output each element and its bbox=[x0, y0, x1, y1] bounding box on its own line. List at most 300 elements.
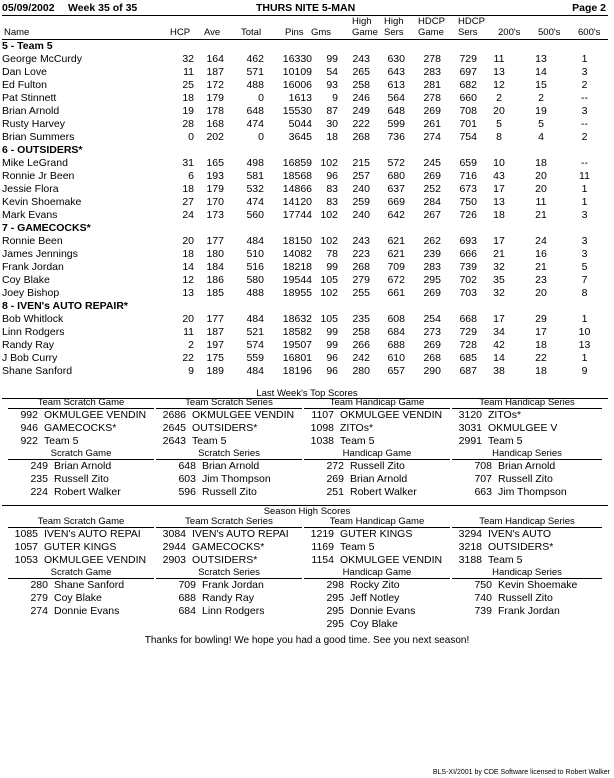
bowler-500s: 22 bbox=[535, 352, 547, 364]
score-holder-name: Team 5 bbox=[488, 554, 523, 566]
bowler-name: Joey Bishop bbox=[2, 287, 60, 299]
bowler-standings-table bbox=[2, 40, 608, 378]
bowler-600s: 10 bbox=[578, 326, 591, 338]
bowler-hdcp-sers: 729 bbox=[459, 53, 477, 65]
bowler-ave: 185 bbox=[206, 287, 224, 299]
team-column bbox=[156, 397, 302, 448]
ind-score-row bbox=[304, 460, 450, 473]
bowler-600s: 7 bbox=[581, 274, 588, 286]
col-600s: 600's bbox=[578, 27, 601, 38]
score-holder-name: Brian Arnold bbox=[498, 460, 556, 472]
score-holder-name: OKMULGEE V bbox=[488, 422, 558, 434]
bowler-name: Bob Whitlock bbox=[2, 313, 64, 325]
team-score-row bbox=[304, 528, 450, 541]
bowler-high-sers: 661 bbox=[387, 287, 405, 299]
col-hcp: HCP bbox=[170, 27, 191, 38]
bowler-gms: 99 bbox=[326, 339, 338, 351]
bowler-high-sers: 630 bbox=[387, 53, 405, 65]
bowler-gms: 102 bbox=[320, 209, 338, 221]
score-value: 603 bbox=[178, 473, 196, 485]
bowler-hcp: 18 bbox=[182, 183, 194, 195]
col-high-game-1: High bbox=[352, 16, 372, 27]
bowler-total: 474 bbox=[246, 118, 264, 130]
bowler-500s: 4 bbox=[538, 131, 544, 143]
score-holder-name: Brian Arnold bbox=[350, 473, 408, 485]
ind-score-row bbox=[304, 592, 450, 605]
col-200s: 200's bbox=[498, 27, 521, 38]
score-value: 992 bbox=[20, 409, 38, 421]
score-holder-name: Rocky Zito bbox=[350, 579, 400, 591]
bowler-hcp: 20 bbox=[182, 235, 194, 247]
ind-score-row bbox=[8, 460, 154, 473]
bowler-pins: 3645 bbox=[288, 131, 312, 143]
bowler-pins: 19544 bbox=[282, 274, 312, 286]
col-hdcp-game-2: Game bbox=[418, 27, 444, 38]
bowler-gms: 9 bbox=[332, 92, 338, 104]
bowler-hdcp-sers: 702 bbox=[459, 274, 477, 286]
score-holder-name: Donnie Evans bbox=[350, 605, 416, 617]
bowler-600s: 9 bbox=[581, 365, 588, 377]
score-holder-name: Coy Blake bbox=[54, 592, 102, 604]
team-column-title: Team Scratch Series bbox=[156, 397, 302, 409]
team-column bbox=[156, 516, 302, 567]
bowler-hcp: 0 bbox=[188, 131, 194, 143]
bowler-high-game: 258 bbox=[352, 326, 370, 338]
bowler-500s: 20 bbox=[535, 287, 547, 299]
report-date: 05/09/2002 bbox=[2, 2, 55, 14]
bowler-500s: 24 bbox=[535, 235, 547, 247]
bowler-500s: 29 bbox=[535, 313, 547, 325]
bowler-hcp: 25 bbox=[182, 79, 194, 91]
score-holder-name: Russell Zito bbox=[498, 473, 553, 485]
bowler-gms: 102 bbox=[320, 287, 338, 299]
bowler-high-game: 215 bbox=[352, 157, 370, 169]
bowler-hdcp-game: 262 bbox=[423, 235, 441, 247]
bowler-ave: 202 bbox=[206, 131, 224, 143]
col-high-sers-1: High bbox=[384, 16, 404, 27]
bowler-high-sers: 637 bbox=[387, 183, 405, 195]
footer-message: Thanks for bowling! We hope you had a good time. See you next season! bbox=[144, 635, 470, 646]
bowler-hdcp-game: 274 bbox=[423, 131, 441, 143]
ind-score-row bbox=[304, 618, 450, 631]
team-name: 8 - IVEN's AUTO REPAIR* bbox=[2, 300, 128, 312]
score-value: 740 bbox=[474, 592, 492, 604]
score-holder-name: Jim Thompson bbox=[498, 486, 567, 498]
bowler-total: 0 bbox=[258, 131, 264, 143]
score-holder-name: Russell Zito bbox=[202, 486, 257, 498]
bowler-total: 498 bbox=[246, 157, 264, 169]
bowler-ave: 173 bbox=[206, 209, 224, 221]
score-value: 663 bbox=[474, 486, 492, 498]
team-column-title: Team Scratch Series bbox=[156, 516, 302, 528]
score-value: 3084 bbox=[162, 528, 186, 540]
ind-score-row bbox=[304, 579, 450, 592]
score-holder-name: Team 5 bbox=[488, 435, 523, 447]
bowler-pins: 19507 bbox=[282, 339, 312, 351]
team-name: 5 - Team 5 bbox=[2, 40, 53, 52]
team-header-row bbox=[2, 222, 608, 235]
bowler-row bbox=[2, 118, 608, 131]
team-name: 7 - GAMECOCKS* bbox=[2, 222, 91, 234]
score-value: 2686 bbox=[162, 409, 186, 421]
bowler-pins: 18150 bbox=[282, 235, 312, 247]
bowler-hcp: 22 bbox=[182, 352, 194, 364]
bowler-200s: 10 bbox=[493, 157, 505, 169]
score-value: 3218 bbox=[458, 541, 482, 553]
bowler-ave: 172 bbox=[206, 79, 224, 91]
bowler-name: James Jennings bbox=[2, 248, 78, 260]
col-name: Name bbox=[4, 27, 30, 38]
bowler-hcp: 20 bbox=[182, 313, 194, 325]
bowler-200s: 11 bbox=[493, 53, 505, 65]
software-credit: BLS-XI/2001 by CDE Software licensed to Robert Walker bbox=[432, 769, 610, 776]
bowler-row bbox=[2, 365, 608, 378]
bowler-hdcp-game: 281 bbox=[423, 79, 441, 91]
bowler-500s: 18 bbox=[535, 339, 547, 351]
score-value: 269 bbox=[326, 473, 344, 485]
score-value: 648 bbox=[178, 460, 196, 472]
bowler-high-game: 243 bbox=[352, 235, 370, 247]
ind-score-row bbox=[156, 473, 302, 486]
bowler-hcp: 14 bbox=[182, 261, 194, 273]
bowler-gms: 99 bbox=[326, 261, 338, 273]
score-holder-name: ZITOs* bbox=[340, 422, 374, 434]
bowler-500s: 18 bbox=[535, 365, 547, 377]
bowler-high-game: 240 bbox=[352, 209, 370, 221]
team-column bbox=[304, 516, 450, 567]
bowler-ave: 178 bbox=[206, 105, 224, 117]
bowler-pins: 16006 bbox=[282, 79, 312, 91]
team-column bbox=[8, 397, 154, 448]
score-value: 596 bbox=[178, 486, 196, 498]
score-value: 1038 bbox=[310, 435, 334, 447]
bowler-gms: 78 bbox=[326, 248, 338, 260]
team-score-row bbox=[156, 541, 302, 554]
score-holder-name: GUTER KINGS bbox=[44, 541, 117, 553]
bowler-pins: 18582 bbox=[282, 326, 312, 338]
bowler-high-game: 266 bbox=[352, 339, 370, 351]
team-score-row bbox=[452, 409, 602, 422]
bowler-gms: 96 bbox=[326, 170, 338, 182]
score-holder-name: Jim Thompson bbox=[202, 473, 271, 485]
bowler-600s: 3 bbox=[581, 105, 588, 117]
bowler-high-sers: 672 bbox=[387, 274, 405, 286]
bowler-gms: 96 bbox=[326, 365, 338, 377]
bowler-hcp: 18 bbox=[182, 248, 194, 260]
bowler-name: Rusty Harvey bbox=[2, 118, 66, 130]
bowler-200s: 42 bbox=[493, 339, 505, 351]
score-value: 1098 bbox=[310, 422, 334, 434]
bowler-hcp: 32 bbox=[182, 53, 194, 65]
bowler-pins: 18632 bbox=[282, 313, 312, 325]
bowler-name: Brian Arnold bbox=[2, 105, 60, 117]
score-holder-name: IVEN's AUTO REPAI bbox=[192, 528, 289, 540]
bowler-200s: 32 bbox=[493, 287, 505, 299]
ind-column bbox=[304, 448, 450, 499]
bowler-hcp: 19 bbox=[182, 105, 194, 117]
bowler-name: Brian Summers bbox=[2, 131, 75, 143]
bowler-high-sers: 648 bbox=[387, 105, 405, 117]
bowler-gms: 87 bbox=[326, 105, 338, 117]
ind-score-row bbox=[8, 486, 154, 499]
bowler-600s: 11 bbox=[579, 170, 590, 182]
team-score-row bbox=[304, 409, 450, 422]
bowler-total: 510 bbox=[246, 248, 264, 260]
team-column bbox=[304, 397, 450, 448]
bowler-200s: 5 bbox=[496, 118, 502, 130]
score-value: 739 bbox=[474, 605, 492, 617]
bowler-200s: 8 bbox=[496, 131, 502, 143]
score-value: 224 bbox=[30, 486, 48, 498]
ind-score-row bbox=[8, 605, 154, 618]
bowler-ave: 187 bbox=[206, 66, 224, 78]
bowler-row bbox=[2, 157, 608, 170]
score-value: 3294 bbox=[458, 528, 482, 540]
score-holder-name: Robert Walker bbox=[54, 486, 121, 498]
bowler-row bbox=[2, 79, 608, 92]
bowler-name: Linn Rodgers bbox=[2, 326, 65, 338]
team-column bbox=[452, 516, 602, 567]
bowler-pins: 17744 bbox=[282, 209, 312, 221]
ind-column-title: Handicap Series bbox=[452, 448, 602, 460]
bowler-500s: 17 bbox=[535, 326, 547, 338]
team-column-title: Team Scratch Game bbox=[8, 516, 154, 528]
bowler-total: 581 bbox=[246, 170, 264, 182]
bowler-row bbox=[2, 352, 608, 365]
score-value: 922 bbox=[20, 435, 38, 447]
bowler-200s: 34 bbox=[493, 326, 505, 338]
bowler-high-sers: 669 bbox=[387, 196, 405, 208]
team-score-row bbox=[452, 541, 602, 554]
bowler-high-game: 268 bbox=[352, 261, 370, 273]
page-number: Page 2 bbox=[572, 2, 606, 14]
bowler-hcp: 6 bbox=[188, 170, 194, 182]
bowler-hcp: 9 bbox=[188, 365, 194, 377]
bowler-total: 488 bbox=[246, 79, 264, 91]
bowler-500s: 20 bbox=[535, 170, 547, 182]
bowler-gms: 83 bbox=[326, 196, 338, 208]
col-hdcp-sers-1: HDCP bbox=[458, 16, 485, 27]
bowler-high-sers: 613 bbox=[387, 79, 405, 91]
bowler-hdcp-sers: 682 bbox=[459, 79, 477, 91]
bowler-600s: 1 bbox=[581, 183, 588, 195]
bowler-high-sers: 643 bbox=[387, 66, 405, 78]
bowler-total: 488 bbox=[246, 287, 264, 299]
ind-score-row bbox=[156, 605, 302, 618]
score-value: 295 bbox=[326, 592, 344, 604]
bowler-200s: 18 bbox=[493, 209, 505, 221]
bowler-high-game: 268 bbox=[352, 131, 370, 143]
ind-column-title: Scratch Game bbox=[8, 448, 154, 460]
score-holder-name: OKMULGEE VENDIN bbox=[192, 409, 295, 421]
bowler-ave: 193 bbox=[206, 170, 224, 182]
bowler-total: 516 bbox=[246, 261, 264, 273]
col-gms: Gms bbox=[311, 27, 332, 38]
bowler-500s: 15 bbox=[535, 79, 547, 91]
score-holder-name: Team 5 bbox=[340, 541, 375, 553]
team-score-row bbox=[156, 422, 302, 435]
bowler-200s: 38 bbox=[493, 365, 505, 377]
score-holder-name: Team 5 bbox=[44, 435, 79, 447]
ind-column bbox=[304, 567, 450, 631]
bowler-ave: 179 bbox=[206, 183, 224, 195]
bowler-high-sers: 572 bbox=[387, 157, 405, 169]
bowler-hdcp-game: 278 bbox=[423, 92, 441, 104]
score-holder-name: OKMULGEE VENDIN bbox=[340, 554, 443, 566]
score-holder-name: GAMECOCKS* bbox=[44, 422, 117, 434]
bowler-gms: 93 bbox=[326, 79, 338, 91]
bowler-200s: 2 bbox=[496, 92, 502, 104]
team-header-row bbox=[2, 144, 608, 157]
bowler-hdcp-sers: 697 bbox=[459, 66, 477, 78]
bowler-high-game: 246 bbox=[352, 92, 370, 104]
bowler-high-sers: 657 bbox=[387, 365, 405, 377]
score-value: 274 bbox=[30, 605, 48, 617]
team-score-row bbox=[304, 554, 450, 567]
score-value: 708 bbox=[474, 460, 492, 472]
ind-score-row bbox=[452, 579, 602, 592]
score-value: 235 bbox=[30, 473, 48, 485]
bowler-600s: 1 bbox=[581, 53, 588, 65]
bowler-high-game: 259 bbox=[352, 196, 370, 208]
bowler-hdcp-sers: 703 bbox=[459, 287, 477, 299]
bowler-600s: -- bbox=[581, 157, 588, 169]
bowler-gms: 102 bbox=[320, 157, 338, 169]
bowler-high-sers: 680 bbox=[387, 170, 405, 182]
bowler-200s: 17 bbox=[493, 183, 505, 195]
bowler-name: Ronnie Been bbox=[2, 235, 63, 247]
bowler-hdcp-sers: 666 bbox=[459, 248, 477, 260]
ind-score-row bbox=[452, 460, 602, 473]
bowler-total: 484 bbox=[246, 313, 264, 325]
ind-score-row bbox=[156, 592, 302, 605]
bowler-name: Mark Evans bbox=[2, 209, 58, 221]
bowler-200s: 14 bbox=[493, 352, 505, 364]
bowler-gms: 105 bbox=[320, 313, 338, 325]
team-header-row bbox=[2, 300, 608, 313]
bowler-hdcp-sers: 739 bbox=[459, 261, 477, 273]
ind-score-row bbox=[452, 473, 602, 486]
bowler-hcp: 28 bbox=[182, 118, 194, 130]
score-holder-name: Donnie Evans bbox=[54, 605, 120, 617]
ind-column-title: Handicap Game bbox=[304, 448, 450, 460]
team-score-row bbox=[8, 409, 154, 422]
bowler-500s: 13 bbox=[535, 53, 547, 65]
bowler-row bbox=[2, 326, 608, 339]
score-holder-name: Shane Sanford bbox=[54, 579, 125, 591]
score-holder-name: Robert Walker bbox=[350, 486, 417, 498]
bowler-600s: 3 bbox=[581, 248, 588, 260]
ind-column bbox=[452, 448, 602, 499]
bowler-ave: 179 bbox=[206, 92, 224, 104]
score-holder-name: Team 5 bbox=[340, 435, 375, 447]
bowler-high-sers: 621 bbox=[387, 248, 405, 260]
bowler-ave: 197 bbox=[206, 339, 224, 351]
bowler-total: 532 bbox=[246, 183, 264, 195]
bowler-hdcp-sers: 673 bbox=[459, 183, 477, 195]
ind-score-row bbox=[8, 473, 154, 486]
team-score-row bbox=[304, 435, 450, 448]
bowler-row bbox=[2, 235, 608, 248]
bowler-hdcp-game: 284 bbox=[423, 196, 441, 208]
bowler-600s: 2 bbox=[581, 131, 588, 143]
bowler-high-sers: 688 bbox=[387, 339, 405, 351]
ind-score-row bbox=[304, 605, 450, 618]
bowler-pins: 15530 bbox=[282, 105, 312, 117]
bowler-600s: 1 bbox=[581, 313, 588, 325]
team-score-row bbox=[8, 554, 154, 567]
bowler-high-sers: 599 bbox=[387, 118, 405, 130]
bowler-ave: 164 bbox=[206, 53, 224, 65]
bowler-total: 571 bbox=[246, 66, 264, 78]
bowler-name: Randy Ray bbox=[2, 339, 54, 351]
bowler-hdcp-sers: 716 bbox=[459, 170, 477, 182]
bowler-gms: 54 bbox=[326, 66, 338, 78]
score-holder-name: Brian Arnold bbox=[202, 460, 260, 472]
bowler-high-game: 257 bbox=[352, 170, 370, 182]
season-title: Season High Scores bbox=[263, 506, 351, 517]
score-value: 750 bbox=[474, 579, 492, 591]
score-value: 2903 bbox=[162, 554, 186, 566]
score-value: 3188 bbox=[458, 554, 482, 566]
bowler-500s: 5 bbox=[538, 118, 544, 130]
score-holder-name: Brian Arnold bbox=[54, 460, 112, 472]
bowler-pins: 18568 bbox=[282, 170, 312, 182]
score-holder-name: OUTSIDERS* bbox=[192, 554, 258, 566]
col-total: Total bbox=[241, 27, 262, 38]
bowler-pins: 14120 bbox=[282, 196, 312, 208]
bowler-high-sers: 621 bbox=[387, 235, 405, 247]
bowler-ave: 168 bbox=[206, 118, 224, 130]
bowler-pins: 14082 bbox=[282, 248, 312, 260]
score-holder-name: OKMULGEE VENDIN bbox=[340, 409, 443, 421]
bowler-high-game: 280 bbox=[352, 365, 370, 377]
score-value: 272 bbox=[326, 460, 344, 472]
col-high-sers-2: Sers bbox=[384, 27, 404, 38]
bowler-total: 484 bbox=[246, 365, 264, 377]
score-value: 684 bbox=[178, 605, 196, 617]
bowler-high-sers: 736 bbox=[387, 131, 405, 143]
bowler-gms: 105 bbox=[320, 274, 338, 286]
bowler-hdcp-game: 267 bbox=[423, 209, 441, 221]
score-value: 279 bbox=[30, 592, 48, 604]
bowler-600s: 5 bbox=[581, 261, 588, 273]
bowler-hdcp-sers: 750 bbox=[459, 196, 477, 208]
bowler-hdcp-sers: 701 bbox=[459, 118, 477, 130]
bowler-pins: 18196 bbox=[282, 365, 312, 377]
ind-column bbox=[452, 567, 602, 618]
bowler-total: 559 bbox=[246, 352, 264, 364]
score-holder-name: IVEN's AUTO REPAI bbox=[44, 528, 141, 540]
score-holder-name: GUTER KINGS bbox=[340, 528, 413, 540]
team-header-row bbox=[2, 40, 608, 53]
bowler-row bbox=[2, 261, 608, 274]
bowler-hdcp-sers: 728 bbox=[459, 339, 477, 351]
score-holder-name: Randy Ray bbox=[202, 592, 254, 604]
bowler-name: Jessie Flora bbox=[2, 183, 59, 195]
bowler-600s: 1 bbox=[581, 352, 588, 364]
bowler-ave: 177 bbox=[206, 313, 224, 325]
score-value: 1053 bbox=[14, 554, 38, 566]
bowler-row bbox=[2, 131, 608, 144]
ind-column bbox=[8, 448, 154, 499]
bowler-500s: 20 bbox=[535, 183, 547, 195]
col-hdcp-game-1: HDCP bbox=[418, 16, 445, 27]
team-score-row bbox=[8, 528, 154, 541]
score-value: 688 bbox=[178, 592, 196, 604]
bowler-hdcp-sers: 668 bbox=[459, 313, 477, 325]
team-score-row bbox=[452, 435, 602, 448]
